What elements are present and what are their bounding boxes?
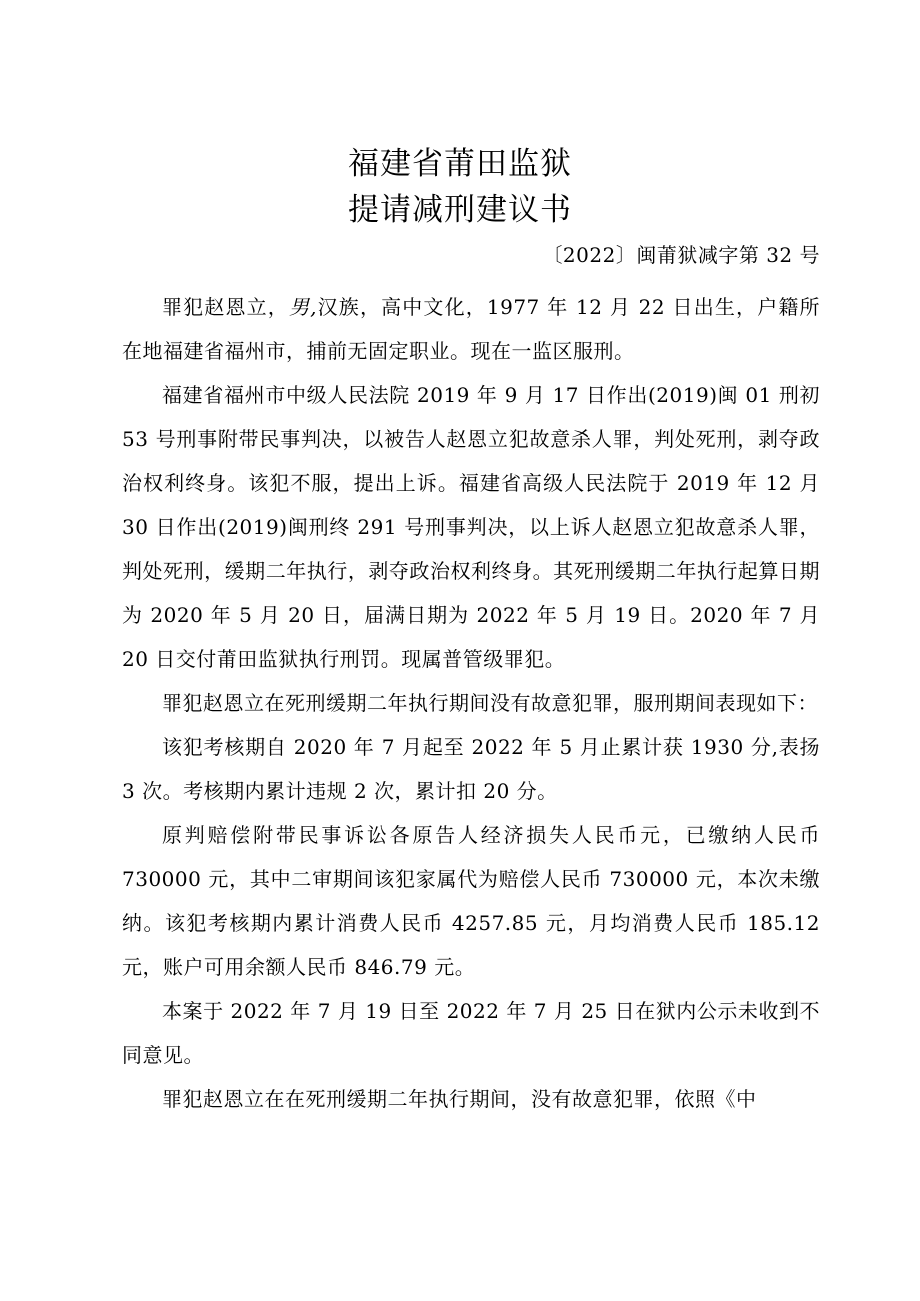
paragraph-assessment: 该犯考核期自 2020 年 7 月起至 2022 年 5 月止累计获 1930 分,表扬 3 次。考核期内累计违规 2 次，累计扣 20 分。 [122,735,820,803]
paragraph-compensation: 原判赔偿附带民事诉讼各原告人经济损失人民币元，已缴纳人民币 730000 元，其中二审期间该犯家属代为赔偿人民币 730000 元，本次未缴纳。该犯考核期内累计消费人民币 4257.85 元，月均消费人民币 185.12 元，账户可用余额人民币 846.79 元。 [122,823,820,979]
paragraph-judgment-history: 福建省福州市中级人民法院 2019 年 9 月 17 日作出(2019)闽 01 刑初 53 号刑事附带民事判决，以被告人赵恩立犯故意杀人罪，判处死刑，剥夺政治权利终身。该犯不服，提出上诉。福建省高级人民法院于 2019 年 12 月 30 日作出(2019)闽刑终 291 号刑事判决，以上诉人赵恩立犯故意杀人罪，判处死刑，缓期二年执行，剥夺政治权利终身。其死刑缓期二年执行起算日期为 2020 年 5 月 20 日，届满日期为 2022 年 5 月 19 日。2020 年 7 月 20 日交付莆田监狱执行刑罚。现属普管级罪犯。 [122,383,820,671]
paragraph-legal-basis: 罪犯赵恩立在在死刑缓期二年执行期间，没有故意犯罪，依照《中 [162,1087,757,1111]
document-title-line-1: 福建省莆田监狱 [348,146,572,182]
paragraph-inmate-info [122,285,820,373]
document-body [122,285,820,1121]
inmate-info-text-1: 罪犯赵恩立， [162,295,289,319]
paragraph-reprieve-conduct: 罪犯赵恩立在死刑缓期二年执行期间没有故意犯罪，服刑期间表现如下： [162,691,818,715]
paragraph-public-notice: 本案于 2022 年 7 月 19 日至 2022 年 7 月 25 日在狱内公示未收到不同意见。 [122,999,820,1067]
document-title-line-2: 提请减刑建议书 [348,192,572,228]
inmate-info-text-2: 汉族，高中文化，1977 年 12 月 22 日出生，户籍所在地福建省福州市，捕前无固定职业。现在一监区服刑。 [122,295,821,363]
inmate-gender: 男, [288,295,317,319]
document-number: 〔2022〕闽莆狱减字第 32 号 [542,243,820,267]
